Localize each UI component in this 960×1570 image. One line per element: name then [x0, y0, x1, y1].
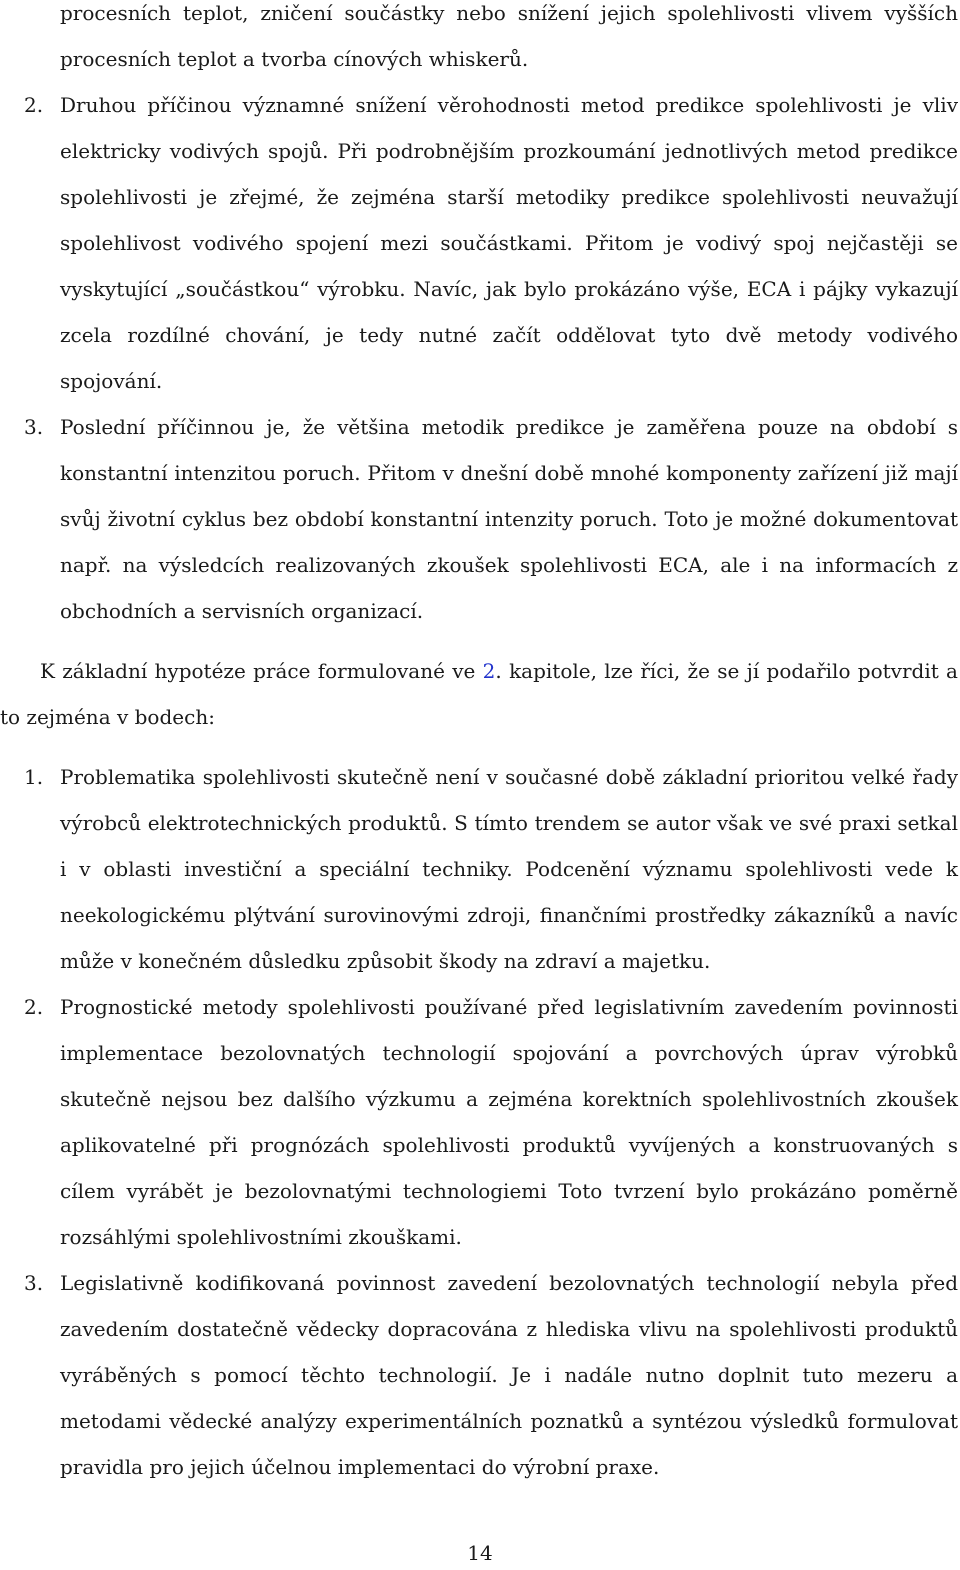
- list-item-text: Problematika spolehlivosti skutečně není v současné době základní prioritou velké řady výrobců elektrotechnických produktů. S tímto trendem se autor však ve své praxi setkal i v oblasti investiční a speciální techniky. Podcenění významu spolehlivosti vede k neekologickému plýtvání surovinovými zdroji, finančními prostředky zákazníků a navíc může v konečném důsledku způsobit škody na zdraví a majetku.: [60, 765, 958, 973]
- list-reasons: [0, 0, 958, 634]
- list-confirmed-points: [0, 754, 958, 1490]
- list-item: [0, 404, 958, 634]
- paragraph-text: K základní hypotéze práce formulované ve: [40, 659, 483, 683]
- list-item-number: 3.: [24, 415, 44, 439]
- list-item: [0, 754, 958, 984]
- chapter-reference-link[interactable]: 2: [482, 659, 496, 683]
- list-item: [0, 82, 958, 404]
- list-item-number: 2.: [24, 995, 44, 1019]
- list-item-text: Druhou příčinou významné snížení věrohodnosti metod predikce spolehlivosti je vliv elektricky vodivých spojů. Při podrobnějším prozkoumání jednotlivých metod predikce spolehlivosti je zřejmé, že zejména starší metodiky predikce spolehlivosti neuvažují spolehlivost vodivého spojení mezi součástkami. Přitom je vodivý spoj nejčastěji se vyskytující „součástkou“ výrobku. Navíc, jak bylo prokázáno výše, ECA i pájky vykazují zcela rozdílné chování, je tedy nutné začít oddělovat tyto dvě metody vodivého spojování.: [60, 93, 958, 393]
- list-item-number: 3.: [24, 1271, 44, 1295]
- list-item-text: Prognostické metody spolehlivosti používané před legislativním zavedením povinnosti implementace bezolovnatých technologií spojování a povrchových úprav výrobků skutečně nejsou bez dalšího výzkumu a zejména korektních spolehlivostních zkoušek aplikovatelné při prognózách spolehlivosti produktů vyvíjených a konstruovaných s cílem vyrábět je bezolovnatými technologiemi Toto tvrzení bylo prokázáno poměrně rozsáhlými spolehlivostními zkouškami.: [60, 995, 958, 1249]
- list-item-text: Legislativně kodifikovaná povinnost zavedení bezolovnatých technologií nebyla před zavedením dostatečně vědecky dopracována z hlediska vlivu na spolehlivosti produktů vyráběných s pomocí těchto technologií. Je i nadále nutno doplnit tuto mezeru a metodami vědecké analýzy experimentálních poznatků a syntézou výsledků formulovat pravidla pro jejich účelnou implementaci do výrobní praxe.: [60, 1271, 958, 1479]
- list-item: [0, 984, 958, 1260]
- paragraph-text: . kapitole, lze říci, že se jí podařilo potvrdit a to zejména v bodech:: [0, 659, 958, 729]
- hypothesis-paragraph: [0, 648, 958, 740]
- list-item-text: procesních teplot, zničení součástky nebo snížení jejich spolehlivosti vlivem vyšších procesních teplot a tvorba cínových whiskerů.: [60, 1, 958, 71]
- list-item-number: 2.: [24, 93, 44, 117]
- list-item: [0, 0, 958, 82]
- list-item-text: Poslední příčinnou je, že většina metodik predikce je zaměřena pouze na období s konstantní intenzitou poruch. Přitom v dnešní době mnohé komponenty zařízení již mají svůj životní cyklus bez období konstantní intenzity poruch. Toto je možné dokumentovat např. na výsledcích realizovaných zkoušek spolehlivosti ECA, ale i na informacích z obchodních a servisních organizací.: [60, 415, 958, 623]
- list-item-number: 1.: [24, 765, 44, 789]
- page-number: 14: [467, 1541, 493, 1565]
- list-item: [0, 1260, 958, 1490]
